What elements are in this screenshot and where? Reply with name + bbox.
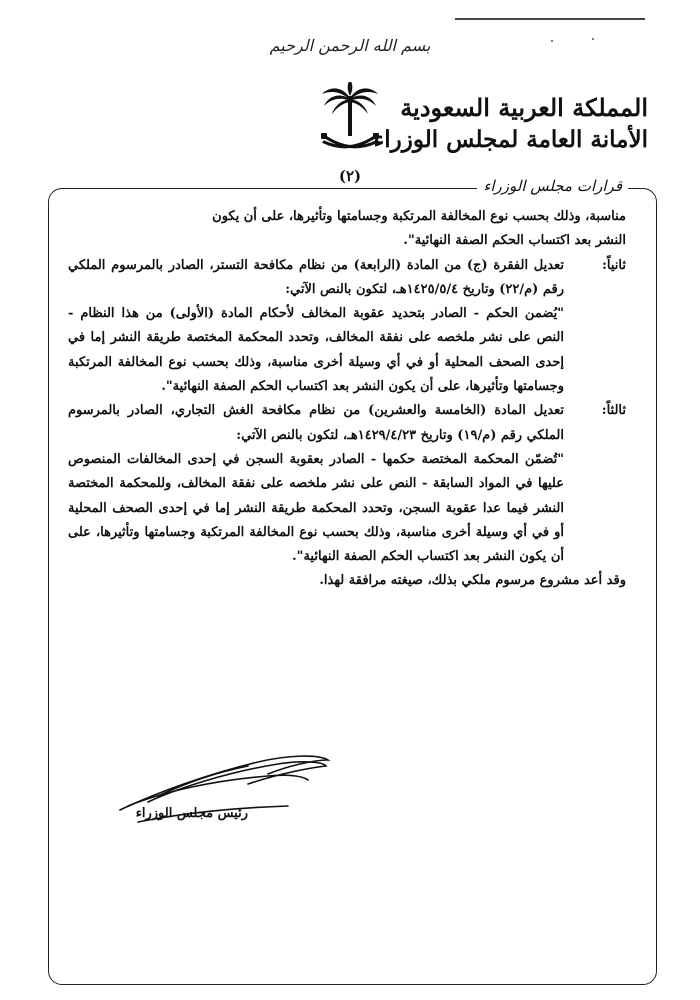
basmala: بسم الله الرحمن الرحيم bbox=[269, 36, 431, 55]
document-body bbox=[68, 205, 626, 594]
clause-label: ثالثاً: bbox=[601, 403, 626, 419]
intro-line: مناسبة، وذلك بحسب نوع المخالفة المرتكبة وجسامتها وتأثيرها، على أن يكون bbox=[212, 209, 626, 224]
clause-text: تعديل الفقرة (ج) من المادة (الرابعة) من نظام مكافحة التستر، الصادر بالمرسوم الملكي رقم (م/٢٢) وتاريخ ١٤٢٥/٥/٤هـ، لتكون بالنص الآتي: bbox=[68, 257, 564, 297]
kingdom-name: المملكة العربية السعودية bbox=[400, 93, 648, 122]
secretariat-name: الأمانة العامة لمجلس الوزراء bbox=[373, 126, 648, 153]
intro-line: النشر بعد اكتساب الحكم الصفة النهائية". bbox=[403, 233, 626, 249]
clause-second bbox=[68, 254, 626, 400]
clause-label: ثانياً: bbox=[602, 257, 626, 273]
letterhead bbox=[373, 92, 648, 156]
clause-third bbox=[68, 399, 626, 569]
scan-artifact-line bbox=[455, 18, 645, 20]
palm-swords-emblem-icon bbox=[318, 82, 382, 158]
decree-label: قرارات مجلس الوزراء bbox=[477, 177, 628, 195]
clause-quote: "يُضمن الحكم - الصادر بتحديد عقوبة المخالف لأحكام المادة (الأولى) من هذا النظام - النص على نشر ملخصه على نفقة المخالف، وتحدد المحكمة المختصة طريقة النشر إما في إحدى الصحف المحلية أو في أي وسيلة أخرى مناسبة، وذلك بحسب نوع المخالفة المرتكبة وجسامتها وتأثيرها، على أن يكون النشر بعد اكتساب الحكم الصفة النهائية". bbox=[68, 306, 564, 395]
signer-title: رئيس مجلس الوزراء bbox=[135, 806, 248, 821]
closing-statement: وقد أعد مشروع مرسوم ملكي بذلك، صيغته مرافقة لهذا. bbox=[319, 573, 626, 589]
clause-text: تعديل المادة (الخامسة والعشرين) من نظام مكافحة الغش التجاري، الصادر بالمرسوم الملكي رقم (م/١٩) وتاريخ ١٤٢٩/٤/٢٣هـ، لتكون بالنص الآتي: bbox=[68, 403, 564, 443]
page-number: (٢) bbox=[338, 167, 362, 185]
clause-quote: "تُضمّن المحكمة المختصة حكمها - الصادر بعقوبة السجن في إحدى المخالفات المنصوص عليها في المواد السابقة - النص على نشر ملخصه على نفقة المخالف، وللمحكمة المختصة النشر فيما عدا عقوبة السجن، وتحدد المحكمة طريقة النشر إما في إحدى الصحف المحلية أو في أي وسيلة أخرى مناسبة، وذلك بحسب نوع المخالفة المرتكبة وجسامتها وتأثيرها، على أن يكون النشر بعد اكتساب الحكم الصفة النهائية". bbox=[68, 451, 564, 565]
